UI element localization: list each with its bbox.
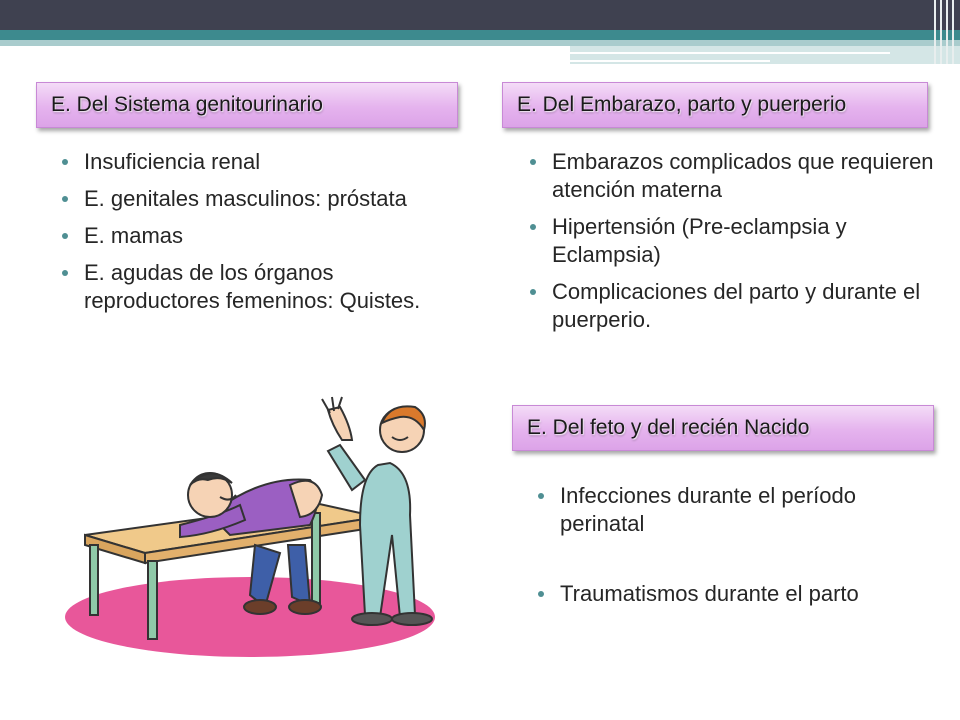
header-feto-label: E. Del feto y del recién Nacido <box>527 416 810 439</box>
list-item: Complicaciones del parto y durante el puerperio. <box>528 278 938 334</box>
header-embarazo <box>502 82 928 128</box>
list-item: E. agudas de los órganos reproductores femeninos: Quistes. <box>60 259 440 315</box>
decorative-vertical-lines <box>930 0 960 64</box>
doctor-patient-exam-illustration <box>60 385 460 660</box>
list-item: Infecciones durante el período perinatal <box>536 482 946 538</box>
list-item: E. genitales masculinos: próstata <box>60 185 440 213</box>
list-feto <box>536 482 946 650</box>
list-item: Hipertensión (Pre-eclampsia y Eclampsia) <box>528 213 938 269</box>
list-item: Traumatismos durante el parto <box>536 580 946 608</box>
list-item: Embarazos complicados que requieren atención materna <box>528 148 938 204</box>
decorative-line <box>570 52 890 54</box>
header-feto <box>512 405 934 451</box>
teal-decorative-bar <box>0 30 960 40</box>
top-decorative-bar <box>0 0 960 30</box>
decorative-line <box>570 60 770 62</box>
header-genitourinario <box>36 82 458 128</box>
header-genitourinario-label: E. Del Sistema genitourinario <box>51 93 323 116</box>
header-embarazo-label: E. Del Embarazo, parto y puerperio <box>517 93 847 116</box>
list-item: E. mamas <box>60 222 440 250</box>
list-embarazo <box>528 148 938 343</box>
list-item: Insuficiencia renal <box>60 148 440 176</box>
list-genitourinario <box>60 148 440 324</box>
